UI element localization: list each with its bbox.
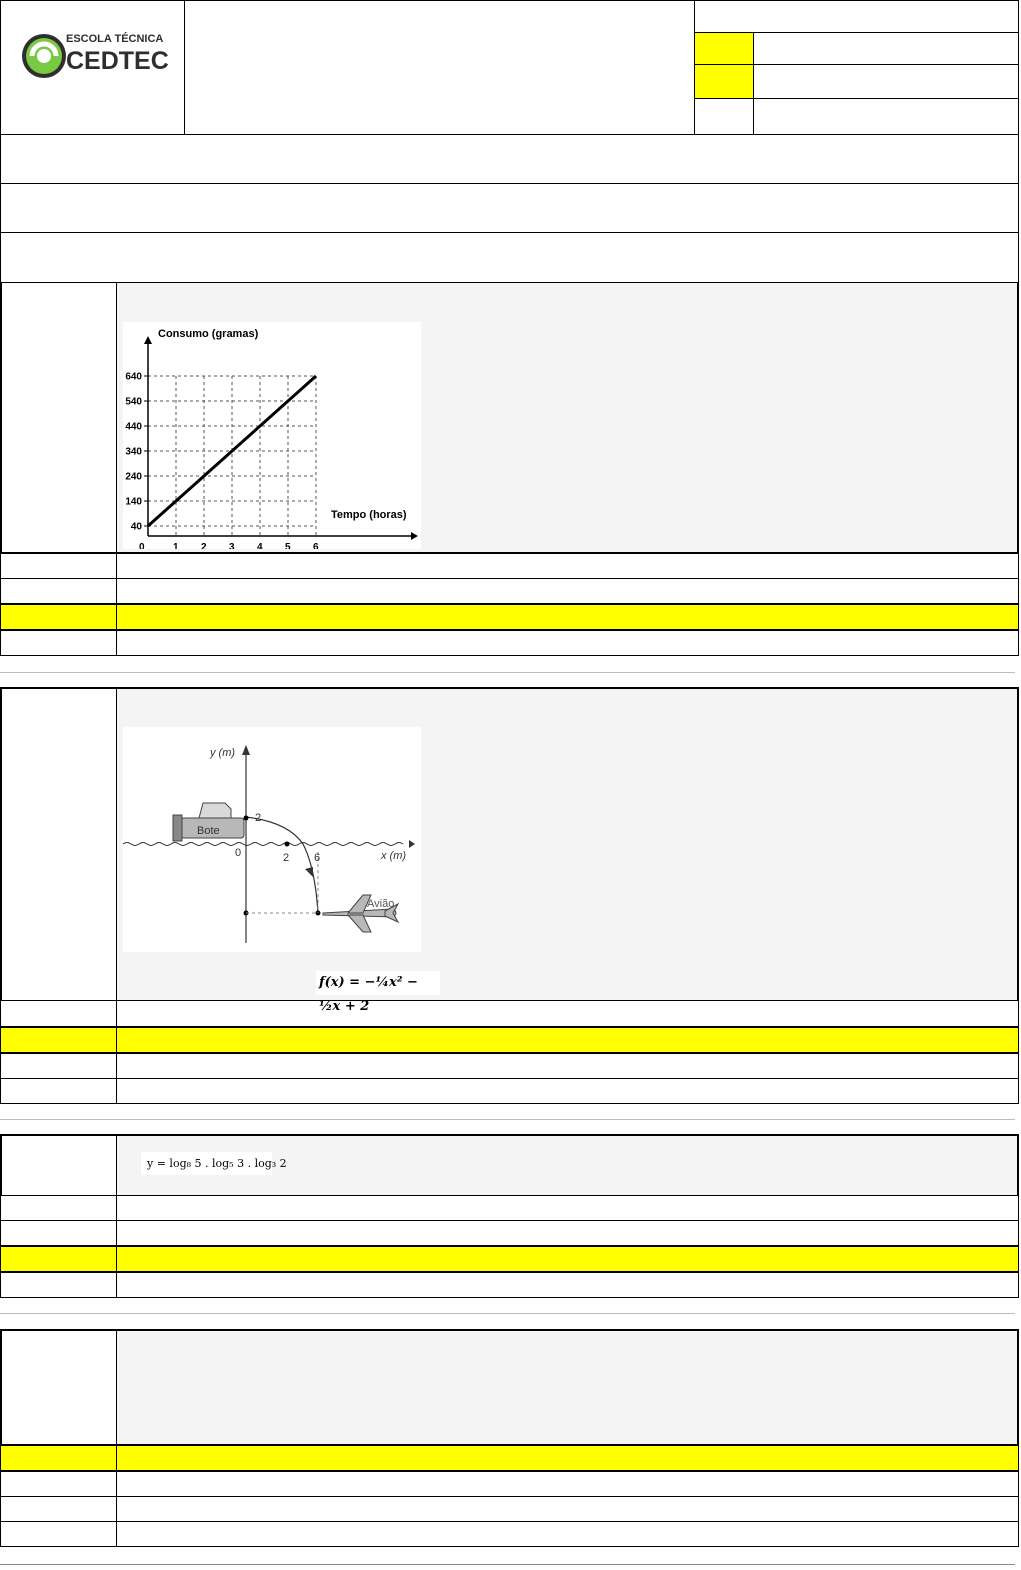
- logo-top-text: ESCOLA TÉCNICA: [66, 33, 164, 45]
- y-axis-title: Consumo (gramas): [158, 328, 259, 340]
- y-axis-label: y (m): [210, 747, 236, 759]
- y-tick-label: 440: [125, 421, 142, 433]
- header-yellow-cell-1: [695, 33, 754, 65]
- q2-formula-box: [316, 971, 440, 1014]
- y-tick-label: 240: [125, 471, 142, 483]
- q2-formula: f(x) = −¼x² − ½x + 2: [319, 975, 418, 1014]
- y-tick-label: 340: [125, 446, 142, 458]
- question-4-number-cell: [2, 1331, 117, 1444]
- question-4-statement: [0, 1329, 1019, 1445]
- q3-option-a[interactable]: [0, 1196, 1019, 1221]
- q1-chart-frame: [123, 322, 421, 549]
- y-tick-label: 140: [125, 496, 142, 508]
- q3-formula-box: [141, 1152, 287, 1175]
- header-small-cell-3: [695, 99, 754, 135]
- header-yellow-cell-2: [695, 65, 754, 99]
- q2-figure-frame: [123, 727, 421, 952]
- info-row-2: [0, 183, 1019, 233]
- header-field-1: [754, 33, 1019, 65]
- q4-option-c[interactable]: [0, 1497, 1019, 1522]
- header-right-top-cell: [695, 0, 1019, 33]
- trajectory-curve: [246, 817, 321, 913]
- y-tick-label: 40: [130, 521, 142, 533]
- q2-option-d[interactable]: [0, 1079, 1019, 1104]
- origin-label: 0: [235, 847, 242, 859]
- tick-y-2: 2: [255, 812, 262, 824]
- separator-3: [0, 1313, 1015, 1314]
- q4-option-d[interactable]: [0, 1522, 1019, 1547]
- question-2-number-cell: [2, 689, 117, 1000]
- x-axis-label: x (m): [381, 850, 407, 862]
- x-tick-label: 5: [285, 542, 291, 549]
- x-tick-label: 1: [173, 542, 179, 549]
- water-wave: [123, 843, 403, 846]
- q2-option-b-correct[interactable]: [0, 1027, 1019, 1054]
- q4-option-a-correct[interactable]: [0, 1445, 1019, 1472]
- trajectory-arrow-icon: [305, 867, 313, 877]
- x-tick-label: 0: [139, 542, 145, 549]
- y-axis-arrow-icon: [242, 745, 250, 755]
- x-tick-label: 6: [313, 542, 319, 549]
- x-axis-title: Tempo (horas): [331, 509, 407, 521]
- plane-label: Avião: [367, 898, 395, 910]
- question-1-number-cell: [2, 283, 117, 552]
- x-tick-label: 2: [201, 542, 207, 549]
- separator-2: [0, 1119, 1015, 1120]
- q3-formula: y = log₈ 5 . log₅ 3 . log₃ 2: [147, 1157, 287, 1170]
- question-3-number-cell: [2, 1136, 117, 1195]
- x-tick-label: 4: [257, 542, 263, 549]
- tick-x-2: 2: [283, 852, 290, 864]
- q1-consumption-chart: [123, 322, 421, 549]
- info-row-1: [0, 134, 1019, 184]
- header-title-cell: [185, 0, 695, 135]
- q3-option-b[interactable]: [0, 1221, 1019, 1246]
- q3-option-c-correct[interactable]: [0, 1246, 1019, 1273]
- separator-1: [0, 672, 1015, 673]
- boat-label: Bote: [197, 825, 220, 837]
- q1-option-c-correct[interactable]: [0, 604, 1019, 631]
- q1-option-d[interactable]: [0, 631, 1019, 656]
- q2-option-c[interactable]: [0, 1054, 1019, 1079]
- q1-option-a[interactable]: [0, 553, 1019, 579]
- cedtec-logo: [14, 22, 184, 92]
- tick-x-6: 6: [314, 852, 321, 864]
- q1-option-b[interactable]: [0, 579, 1019, 604]
- header-field-3: [754, 99, 1019, 135]
- y-axis-arrow-icon: [144, 336, 152, 344]
- y-tick-label: 640: [125, 371, 142, 383]
- q4-option-b[interactable]: [0, 1472, 1019, 1497]
- info-row-3: [0, 232, 1019, 284]
- x-axis-arrow-icon: [409, 840, 415, 848]
- x-axis-arrow-icon: [411, 532, 418, 540]
- separator-4: [0, 1564, 1015, 1565]
- question-4-text-cell: [117, 1331, 1017, 1444]
- header-field-2: [754, 65, 1019, 99]
- header-logo-cell: [0, 0, 185, 135]
- x-tick-label: 3: [229, 542, 235, 549]
- q2-boat-plane-figure: [123, 727, 421, 952]
- y-tick-label: 540: [125, 396, 142, 408]
- q3-option-d[interactable]: [0, 1273, 1019, 1298]
- q2-option-a[interactable]: [0, 1001, 1019, 1027]
- logo-main-text: CEDTEC: [66, 47, 169, 75]
